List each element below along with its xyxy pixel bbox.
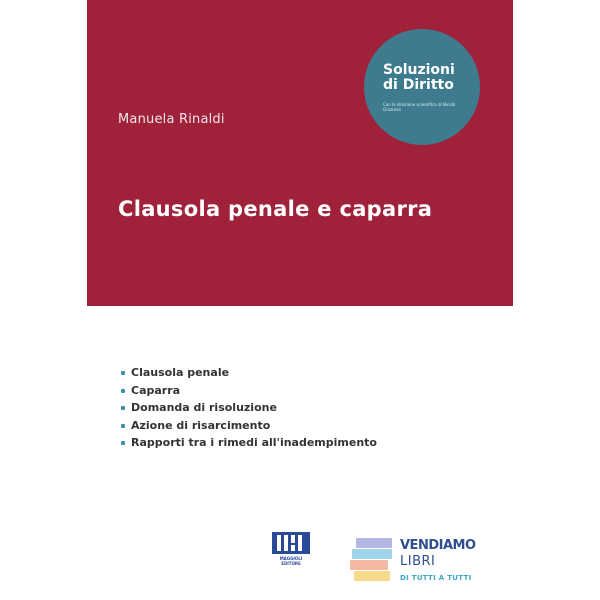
bullet-icon xyxy=(121,406,125,410)
badge-line1: VENDIAMO xyxy=(400,538,476,553)
bullet-icon xyxy=(121,441,125,445)
topic-label: Domanda di risoluzione xyxy=(131,401,277,414)
book-title: Clausola penale e caparra xyxy=(118,197,433,221)
bullet-icon xyxy=(121,424,125,428)
list-item xyxy=(121,364,377,382)
list-item xyxy=(121,417,377,435)
vendiamo-libri-badge xyxy=(350,532,500,592)
publisher-name: MAGGIOLI EDITORE xyxy=(279,556,303,566)
topic-label: Rapporti tra i rimedi all'inadempimento xyxy=(131,436,377,449)
publisher-logo xyxy=(272,532,310,566)
bullet-icon xyxy=(121,389,125,393)
book-stack-icon xyxy=(350,538,396,588)
list-item xyxy=(121,434,377,452)
badge-line2: LIBRI xyxy=(400,554,436,569)
list-item xyxy=(121,399,377,417)
topic-label: Caparra xyxy=(131,383,181,397)
list-item xyxy=(121,382,377,400)
bullet-icon xyxy=(121,371,125,375)
cover-header-band xyxy=(87,0,513,306)
series-badge xyxy=(364,29,480,145)
book-cover xyxy=(87,0,513,600)
topic-label: Clausola penale xyxy=(131,366,230,379)
author-name: Manuela Rinaldi xyxy=(118,112,225,127)
topic-label: Azione di risarcimento xyxy=(131,418,271,432)
badge-line3: DI TUTTI A TUTTI xyxy=(400,574,472,582)
topic-list xyxy=(121,364,377,452)
publisher-mark-icon xyxy=(272,532,310,554)
series-subtitle: Con la direzione scientifica di Nicola Graziano xyxy=(383,102,456,112)
series-name: Soluzioni di Diritto xyxy=(383,62,455,93)
